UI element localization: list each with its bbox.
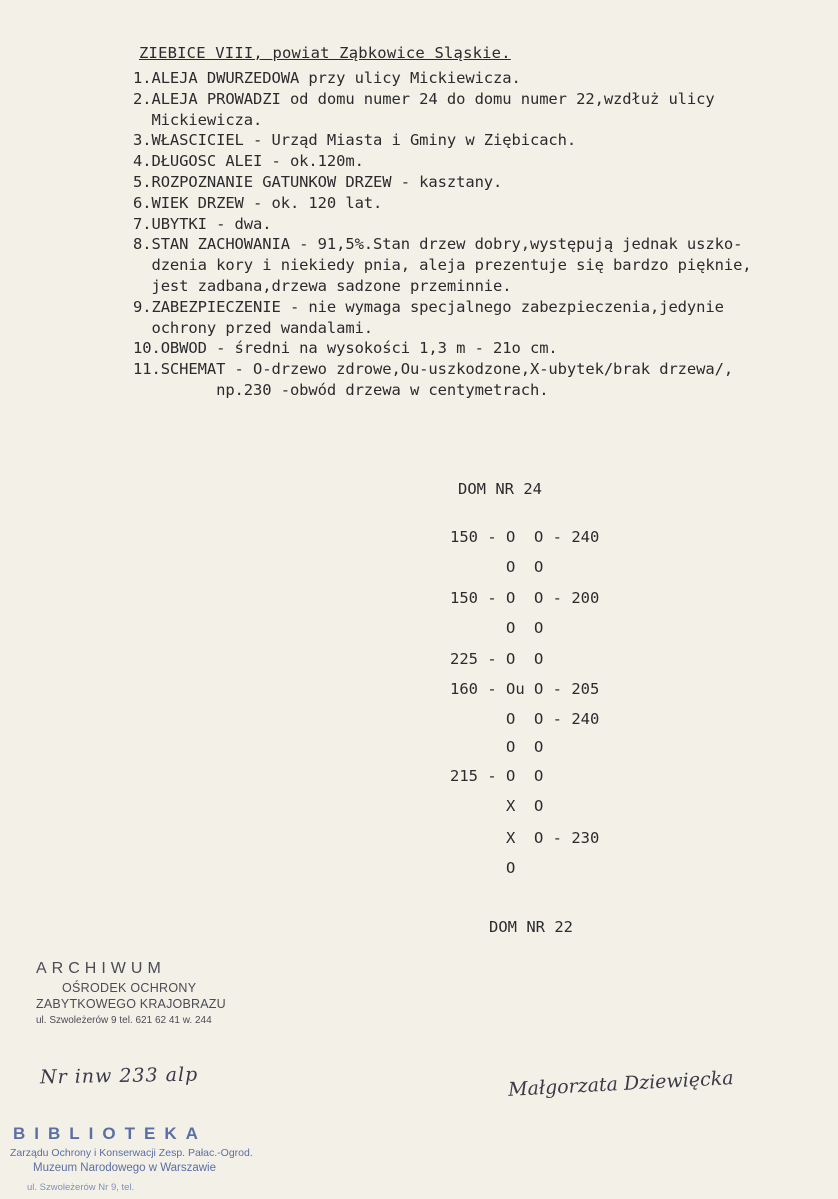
archive-stamp-address: ul. Szwoleżerów 9 tel. 621 62 41 w. 244: [36, 1015, 212, 1026]
schema-row: X O: [450, 797, 544, 815]
item-line: np.230 -obwód drzewa w centymetrach.: [133, 380, 549, 399]
archive-stamp-line: OŚRODEK OCHRONY: [62, 981, 197, 995]
author-signature: Małgorzata Dziewięcka: [507, 1067, 735, 1101]
item-line: 2.ALEJA PROWADZI od domu numer 24 do domu numer 22,wzdłuż ulicy: [133, 89, 715, 108]
schema-row: 215 - O O: [450, 767, 544, 785]
item-line: 10.OBWOD - średni na wysokości 1,3 m - 21o cm.: [133, 339, 558, 358]
item-line: 6.WIEK DRZEW - ok. 120 lat.: [133, 193, 383, 212]
schema-row: 150 - O O - 200: [450, 589, 600, 607]
schema-row: O: [450, 859, 516, 877]
item-line: ochrony przed wandalami.: [133, 318, 374, 337]
schema-row: 225 - O O: [450, 650, 544, 668]
item-line: 1.ALEJA DWURZEDOWA przy ulicy Mickiewicza.: [133, 69, 521, 87]
library-stamp-address: ul. Szwoleżerów Nr 9, tel.: [27, 1182, 135, 1193]
item-line: dzenia kory i niekiedy pnia, aleja prezentuje się bardzo pięknie,: [133, 256, 752, 275]
schema-row: O O: [450, 619, 544, 637]
schema-top-label: DOM NR 24: [458, 480, 542, 498]
inventory-number-handwriting: Nr inw 233 alp: [39, 1063, 199, 1089]
schema-row: 160 - Ou O - 205: [450, 680, 600, 698]
schema-row: O O - 240: [450, 710, 600, 728]
item-line: jest zadbana,drzewa sadzone przeminnie.: [133, 276, 512, 295]
library-stamp-line: Muzeum Narodowego w Warszawie: [33, 1162, 217, 1174]
archive-stamp-line: ZABYTKOWEGO KRAJOBRAZU: [36, 997, 226, 1011]
schema-row: X O - 230: [450, 829, 600, 847]
item-line: Mickiewicza.: [133, 110, 263, 129]
item-line: 3.WŁASCICIEL - Urząd Miasta i Gminy w Ziębicach.: [133, 131, 577, 150]
schema-row: O O: [450, 558, 544, 576]
archive-stamp-title: ARCHIWUM: [36, 960, 166, 977]
schema-row: 150 - O O - 240: [450, 528, 600, 546]
document-title: ZIEBICE VIII, powiat Ząbkowice Sląskie.: [139, 44, 511, 62]
item-line: 7.UBYTKI - dwa.: [133, 214, 272, 233]
item-line: 4.DŁUGOSC ALEI - ok.120m.: [133, 152, 364, 171]
item-line: 9.ZABEZPIECZENIE - nie wymaga specjalnego zabezpieczenia,jedynie: [133, 297, 724, 316]
schema-row: O O: [450, 738, 544, 756]
library-stamp-title: BIBLIOTEKA: [13, 1124, 207, 1143]
item-line: 11.SCHEMAT - O-drzewo zdrowe,Ou-uszkodzone,X-ubytek/brak drzewa/,: [133, 360, 734, 379]
library-stamp-line: Zarządu Ochrony i Konserwacji Zesp. Pałac.-Ogrod.: [10, 1147, 253, 1159]
item-line: 8.STAN ZACHOWANIA - 91,5%.Stan drzew dobry,występują jednak uszko-: [133, 235, 743, 254]
schema-bottom-label: DOM NR 22: [489, 918, 573, 936]
item-line: 5.ROZPOZNANIE GATUNKOW DRZEW - kasztany.: [133, 172, 503, 191]
